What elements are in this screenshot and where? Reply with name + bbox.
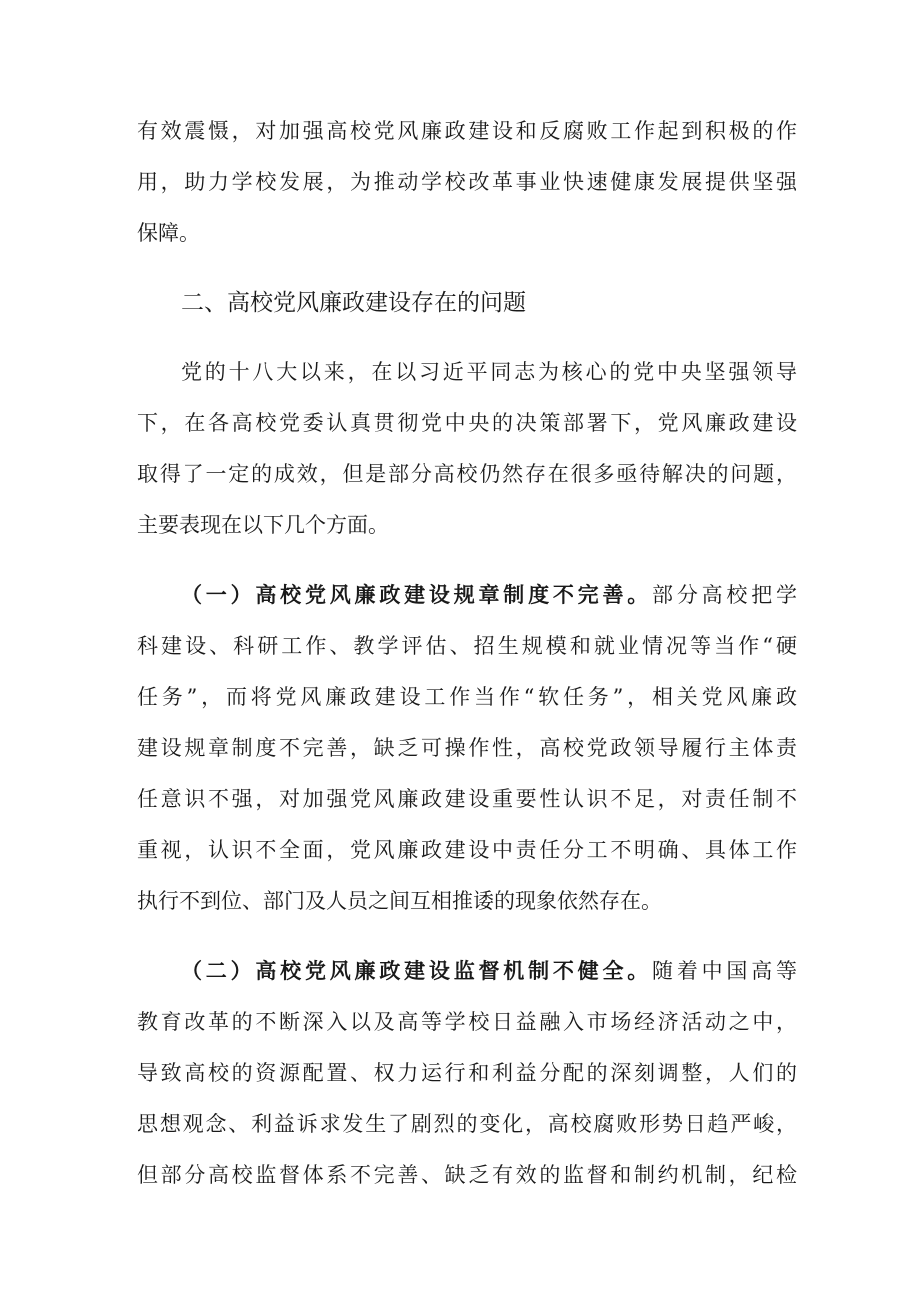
overview-line-4: 主要表现在以下几个方面。 [137, 513, 389, 537]
point-one-first-line-rest: 部分高校把学 [652, 583, 798, 607]
overview-line-3: 取得了一定的成效，但是部分高校仍然存在很多亟待解决的问题， [137, 462, 797, 486]
point-one-line-6: 重视，认识不全面，党风廉政建设中责任分工不明确、具体工作 [137, 838, 797, 862]
section-heading: 二、高校党风廉政建设存在的问题 [181, 290, 526, 316]
point-one-line-5: 任意识不强，对加强党风廉政建设重要性认识不足，对责任制不 [137, 787, 797, 811]
point-two-first-line-rest: 随着中国高等 [652, 959, 798, 983]
intro-line-3: 保障。 [137, 221, 200, 245]
point-one-line-4: 建设规章制度不完善，缺乏可操作性，高校党政领导履行主体责 [137, 736, 797, 760]
point-two-first-line [181, 956, 797, 986]
point-two-line-5: 但部分高校监督体系不完善、缺乏有效的监督和制约机制，纪检 [137, 1163, 797, 1187]
overview-line-2: 下，在各高校党委认真贯彻党中央的决策部署下，党风廉政建设 [137, 411, 797, 435]
point-one-line-2: 科建设、科研工作、教学评估、招生规模和就业情况等当作“硬 [137, 634, 797, 658]
point-one-first-line [181, 580, 797, 610]
point-two-line-3: 导致高校的资源配置、权力运行和利益分配的深刻调整，人们的 [137, 1061, 797, 1085]
point-one-title: （一）高校党风廉政建设规章制度不完善。 [181, 582, 653, 607]
intro-line-2: 用，助力学校发展，为推动学校改革事业快速健康发展提供坚强 [137, 170, 797, 194]
point-two-title: （二）高校党风廉政建设监督机制不健全。 [181, 958, 653, 983]
point-one-line-3: 任务”，而将党风廉政建设工作当作“软任务”，相关党风廉政 [137, 685, 797, 709]
point-two-line-2: 教育改革的不断深入以及高等学校日益融入市场经济活动之中， [137, 1010, 797, 1034]
intro-line-1: 有效震慑，对加强高校党风廉政建设和反腐败工作起到积极的作 [137, 119, 797, 143]
point-one-line-7: 执行不到位、部门及人员之间互相推诿的现象依然存在。 [137, 889, 662, 913]
point-two-line-4: 思想观念、利益诉求发生了剧烈的变化，高校腐败形势日趋严峻， [137, 1112, 797, 1136]
overview-line-1: 党的十八大以来，在以习近平同志为核心的党中央坚强领导 [181, 360, 797, 384]
